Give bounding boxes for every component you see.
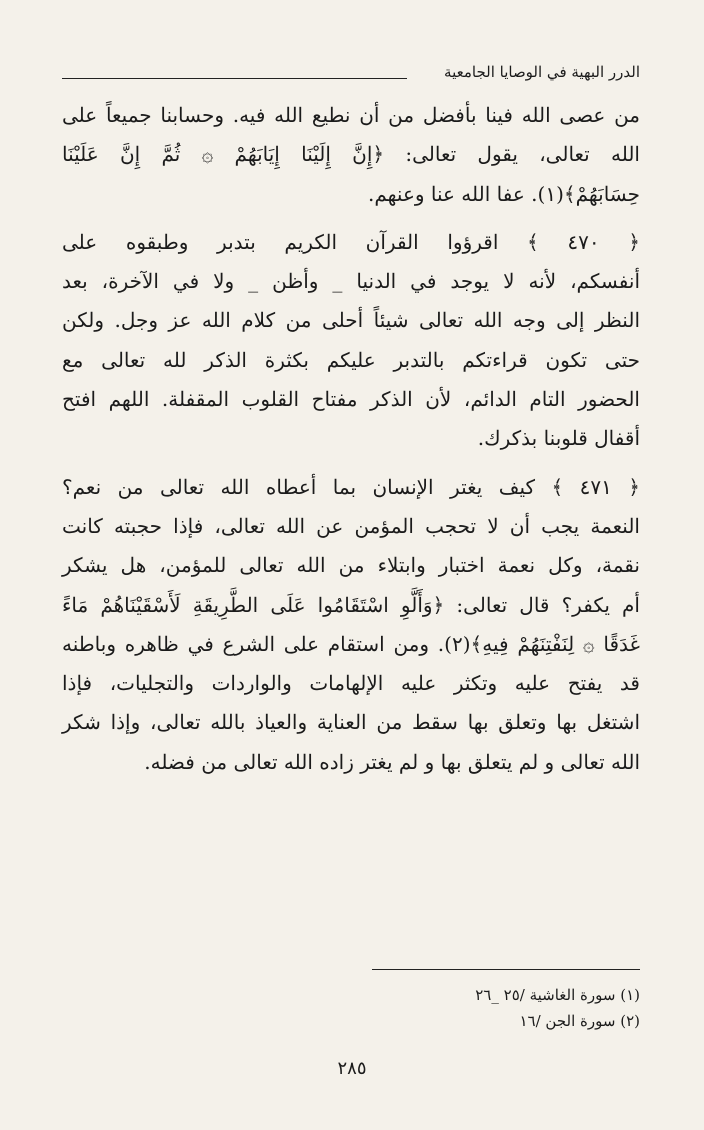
book-title: الدرر البهية في الوصايا الجامعية	[444, 63, 640, 81]
text-line: أقفال قلوبنا بذكرك.	[477, 426, 640, 451]
footnote-1: (١) سورة الغاشية /٢٥ _٢٦	[475, 986, 640, 1004]
text-line: الله تعالى، يقول تعالى: ﴿إِنَّ إِلَيْنَا إِيَابَهُمْ ۞ ثُمَّ إِنَّ عَلَيْنَا	[62, 142, 640, 167]
text-line: ﴿ ٤٧١ ﴾ كيف يغتر الإنسان بما أعطاه الله تعالى من نعم؟	[62, 474, 640, 499]
paragraph-470	[62, 223, 640, 459]
body-text	[62, 96, 640, 782]
text-line: ﴿ ٤٧٠ ﴾ اقرؤوا القرآن الكريم بتدبر وطبقوه على	[62, 229, 640, 254]
text-line: من عصى الله فينا بأفضل من أن نطيع الله فيه. وحسابنا جميعاً على	[62, 103, 640, 127]
text-line: حتى تكون قراءتكم بالتدبر عليكم بكثرة الذكر لله تعالى مع	[62, 347, 640, 372]
text-line: الله تعالى و لم يتعلق بها و لم يغتر زاده الله تعالى من فضله.	[144, 749, 640, 774]
running-header	[62, 62, 640, 86]
header-rule	[62, 78, 407, 79]
text-line: اشتغل بها وتعلق بها سقط من العناية والعياذ بالله تعالى، وإذا شكر	[62, 710, 640, 735]
text-line: أنفسكم، لأنه لا يوجد في الدنيا _ وأظن _ ولا في الآخرة، بعد	[62, 269, 640, 294]
text-line: النظر إلى وجه الله تعالى شيئاً أحلى من كلام الله عز وجل. ولكن	[62, 308, 640, 333]
text-line: نقمة، وكل نعمة اختبار وابتلاء من الله تعالى للمؤمن، هل يشكر	[62, 553, 640, 578]
text-line: غَدَقًا ۞ لِنَفْتِنَهُمْ فِيهِ﴾(٢). ومن استقام على الشرع في ظاهره وباطنه	[62, 631, 640, 656]
footnote-rule	[372, 969, 640, 970]
page-number: ٢٨٥	[337, 1058, 367, 1079]
footnote-2: (٢) سورة الجن /١٦	[519, 1012, 640, 1030]
text-line: النعمة يجب أن لا تحجب المؤمن عن الله تعالى، فإذا حجبته كانت	[62, 513, 640, 538]
text-line: قد يفتح عليه وتكثر عليه الإلهامات والواردات والتجليات، فإذا	[62, 671, 640, 696]
footnotes	[340, 982, 640, 1034]
paragraph-471	[62, 468, 640, 782]
text-line: الحضور التام الدائم، لأن الذكر مفتاح القلوب المقفلة. اللهم افتح	[62, 387, 640, 412]
paragraph-1	[62, 96, 640, 214]
text-line: حِسَابَهُمْ﴾(١). عفا الله عنا وعنهم.	[368, 181, 640, 206]
text-line: أم يكفر؟ قال تعالى: ﴿وَأَلَّوِ اسْتَقَامُوا عَلَى الطَّرِيقَةِ لَأَسْقَيْنَاهُمْ مَاءً	[62, 592, 640, 617]
